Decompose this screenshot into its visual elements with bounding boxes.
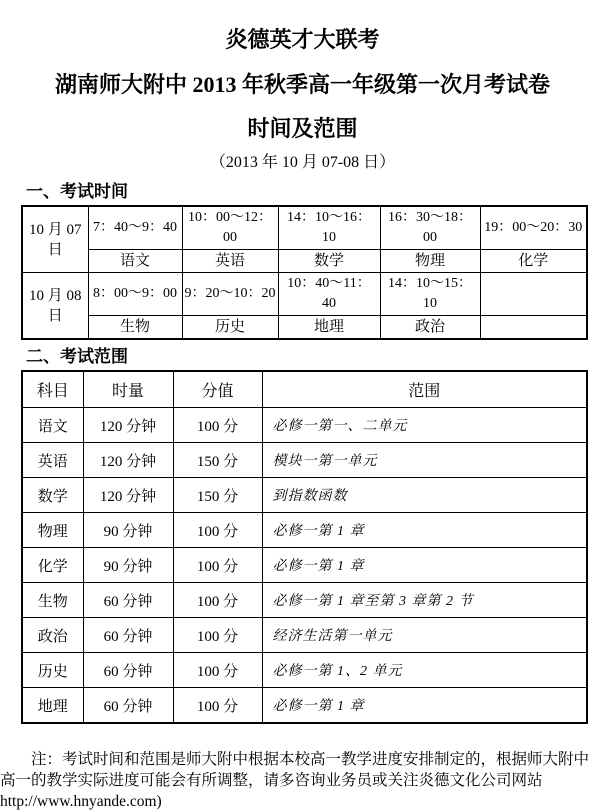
table-row bbox=[22, 548, 587, 583]
scope-subject: 生物 bbox=[22, 583, 83, 618]
schedule-subject: 英语 bbox=[182, 250, 278, 273]
schedule-time: 7：40～9：40 bbox=[88, 206, 182, 250]
schedule-subject: 地理 bbox=[278, 316, 380, 340]
document-title-school-exam: 湖南师大附中 2013 年秋季高一年级第一次月考试卷 bbox=[54, 72, 550, 97]
scope-range: 经济生活第一单元 bbox=[262, 618, 587, 653]
table-row bbox=[22, 618, 587, 653]
schedule-subject: 化学 bbox=[480, 250, 587, 273]
column-header-score: 分值 bbox=[173, 371, 262, 408]
scope-subject: 物理 bbox=[22, 513, 83, 548]
schedule-subject: 历史 bbox=[182, 316, 278, 340]
schedule-subject-empty bbox=[480, 316, 587, 340]
column-header-subject: 科目 bbox=[22, 371, 83, 408]
scope-duration: 60 分钟 bbox=[83, 583, 173, 618]
schedule-time: 10：40～11：40 bbox=[278, 273, 380, 316]
schedule-subject: 语文 bbox=[88, 250, 182, 273]
scope-score: 100 分 bbox=[173, 583, 262, 618]
schedule-subject: 生物 bbox=[88, 316, 182, 340]
scope-score: 100 分 bbox=[173, 408, 262, 443]
scope-range: 必修一第一、二单元 bbox=[262, 408, 587, 443]
scope-range: 必修一第 1 章 bbox=[262, 513, 587, 548]
document-title-scope: 时间及范围 bbox=[247, 116, 358, 141]
scope-subject: 历史 bbox=[22, 653, 83, 688]
scope-subject: 语文 bbox=[22, 408, 83, 443]
scope-range: 必修一第 1 章至第 3 章第 2 节 bbox=[262, 583, 587, 618]
scope-subject: 化学 bbox=[22, 548, 83, 583]
section-heading-exam-scope: 二、考试范围 bbox=[26, 347, 128, 366]
scope-range: 必修一第 1、2 单元 bbox=[262, 653, 587, 688]
scope-duration: 60 分钟 bbox=[83, 618, 173, 653]
scope-duration: 60 分钟 bbox=[83, 653, 173, 688]
column-header-duration: 时量 bbox=[83, 371, 173, 408]
schedule-time: 14：10～16：10 bbox=[278, 206, 380, 250]
schedule-time: 8：00～9：00 bbox=[88, 273, 182, 316]
table-row bbox=[22, 316, 587, 340]
scope-subject: 数学 bbox=[22, 478, 83, 513]
scope-range: 到指数函数 bbox=[262, 478, 587, 513]
table-row bbox=[22, 408, 587, 443]
table-row bbox=[22, 513, 587, 548]
document-title-brand: 炎德英才大联考 bbox=[225, 27, 380, 52]
scope-range: 必修一第 1 章 bbox=[262, 548, 587, 583]
scope-subject: 地理 bbox=[22, 688, 83, 724]
table-row bbox=[22, 688, 587, 724]
document-date-range: （2013 年 10 月 07-08 日） bbox=[209, 154, 396, 171]
scope-score: 100 分 bbox=[173, 688, 262, 724]
footnote-text: 注：考试时间和范围是师大附中根据本校高一教学进度安排制定的，根据师大附中高一的教学实际进度可能会有所调整，请多咨询业务员或关注炎德文化公司网站 bbox=[0, 751, 590, 789]
scope-score: 150 分 bbox=[173, 443, 262, 478]
scope-duration: 90 分钟 bbox=[83, 513, 173, 548]
schedule-time: 10：00～12：00 bbox=[182, 206, 278, 250]
table-row bbox=[22, 653, 587, 688]
scope-duration: 60 分钟 bbox=[83, 688, 173, 724]
scope-score: 100 分 bbox=[173, 618, 262, 653]
scope-subject: 英语 bbox=[22, 443, 83, 478]
table-row bbox=[22, 250, 587, 273]
section-heading-exam-time: 一、考试时间 bbox=[26, 182, 128, 201]
scope-score: 150 分 bbox=[173, 478, 262, 513]
table-row bbox=[22, 273, 587, 316]
schedule-time: 14：10～15：10 bbox=[380, 273, 480, 316]
schedule-time: 9：20～10：20 bbox=[182, 273, 278, 316]
exam-scope-table bbox=[21, 370, 588, 724]
scope-subject: 政治 bbox=[22, 618, 83, 653]
scope-duration: 120 分钟 bbox=[83, 443, 173, 478]
table-row bbox=[22, 443, 587, 478]
schedule-time-empty bbox=[480, 273, 587, 316]
schedule-subject: 政治 bbox=[380, 316, 480, 340]
scope-range: 模块一第一单元 bbox=[262, 443, 587, 478]
scope-score: 100 分 bbox=[173, 513, 262, 548]
table-row bbox=[22, 206, 587, 250]
exam-schedule-table bbox=[21, 205, 588, 340]
schedule-time: 19：00～20：30 bbox=[480, 206, 587, 250]
schedule-subject: 数学 bbox=[278, 250, 380, 273]
schedule-date-oct07: 10 月 07 日 bbox=[22, 206, 88, 273]
scope-score: 100 分 bbox=[173, 653, 262, 688]
scope-range: 必修一第 1 章 bbox=[262, 688, 587, 724]
scope-duration: 120 分钟 bbox=[83, 478, 173, 513]
schedule-subject: 物理 bbox=[380, 250, 480, 273]
scope-duration: 90 分钟 bbox=[83, 548, 173, 583]
scope-duration: 120 分钟 bbox=[83, 408, 173, 443]
column-header-range: 范围 bbox=[262, 371, 587, 408]
scope-score: 100 分 bbox=[173, 548, 262, 583]
footnote-url: http://www.hnyande.com) bbox=[0, 793, 162, 810]
table-row bbox=[22, 478, 587, 513]
schedule-time: 16：30～18：00 bbox=[380, 206, 480, 250]
table-header-row bbox=[22, 371, 587, 408]
schedule-date-oct08: 10 月 08 日 bbox=[22, 273, 88, 340]
table-row bbox=[22, 583, 587, 618]
